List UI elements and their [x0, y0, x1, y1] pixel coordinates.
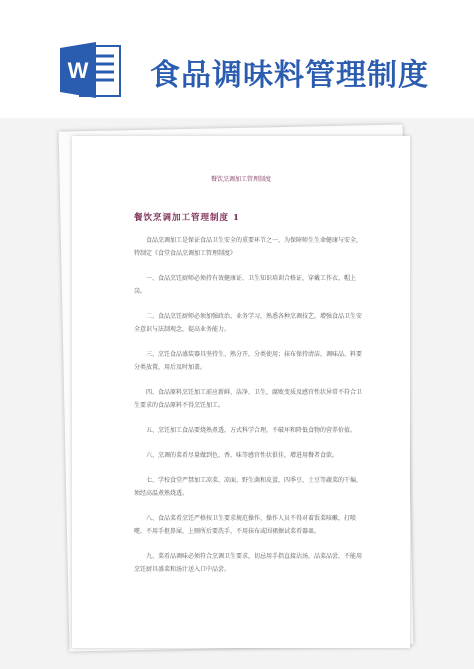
svg-text:W: W: [67, 58, 89, 83]
word-document-icon: [60, 38, 122, 102]
paragraph: 七、学校食堂严禁加工凉菜、凉面、野生菌和皮蛋，四季豆、土豆等蔬菜的干煸，须经高温煮熟烧透。: [134, 477, 363, 497]
paragraph: 三、烹饪食品盛装器具坚持生、熟分开，分类使用；抹布保持清洁，调味品、料要分类放置，用后及时加盖。: [134, 351, 363, 371]
document-title: 餐饮烹调加工管理制度 1: [134, 213, 240, 223]
paragraph: 四、食品原料烹饪加工前应新鲜、洁净、卫生，腐败变质及感官性状异常不符合卫生要求的食品原料不得烹饪加工。: [134, 389, 363, 409]
paragraph: 五、烹饪加工食品要烧熟煮透，方式科学合理，不破坏和降低食物的营养价值。: [146, 427, 357, 434]
paragraph: 二、食品烹饪厨师必须加强政治、业务学习，熟悉各种烹调技艺，增强食品卫生安全意识与法制观念，提高业务能力。: [134, 313, 363, 333]
paragraph: 食品烹调加工是保证食品卫生安全的重要环节之一，为保障师生生命健康与安全，特制定《食堂食品烹调加工管理制度》: [134, 237, 363, 257]
paragraph: 六、烹调的菜肴尽量做到色、香、味等感官性状俱佳，增进用餐者食欲。: [146, 452, 339, 459]
document-header: 餐饮烹调加工管理制度: [210, 176, 271, 183]
document-page: [72, 136, 410, 648]
banner: [0, 0, 474, 118]
paragraph: 一、食品烹饪厨师必须持有效健康证、卫生知识培训合格证，穿戴工作衣、帽上岗。: [134, 275, 357, 295]
paragraph: 八、食品菜肴烹饪严格按卫生要求规范操作，操作人员不得对着饭菜咳嗽、打喷嚏，不用手抠鼻屎，上厕所后要洗手，不用抹布或围裙擦试菜肴器皿。: [134, 515, 357, 535]
page-title: 食品调味料管理制度: [150, 58, 429, 93]
document-body: [134, 234, 366, 588]
paragraph: 九、菜肴品调味必须符合烹调卫生要求，切忌用手指直接沾汤，品菜品尝，不能用烹饪厨具盛菜和汤汁送入口中品尝。: [134, 553, 363, 573]
